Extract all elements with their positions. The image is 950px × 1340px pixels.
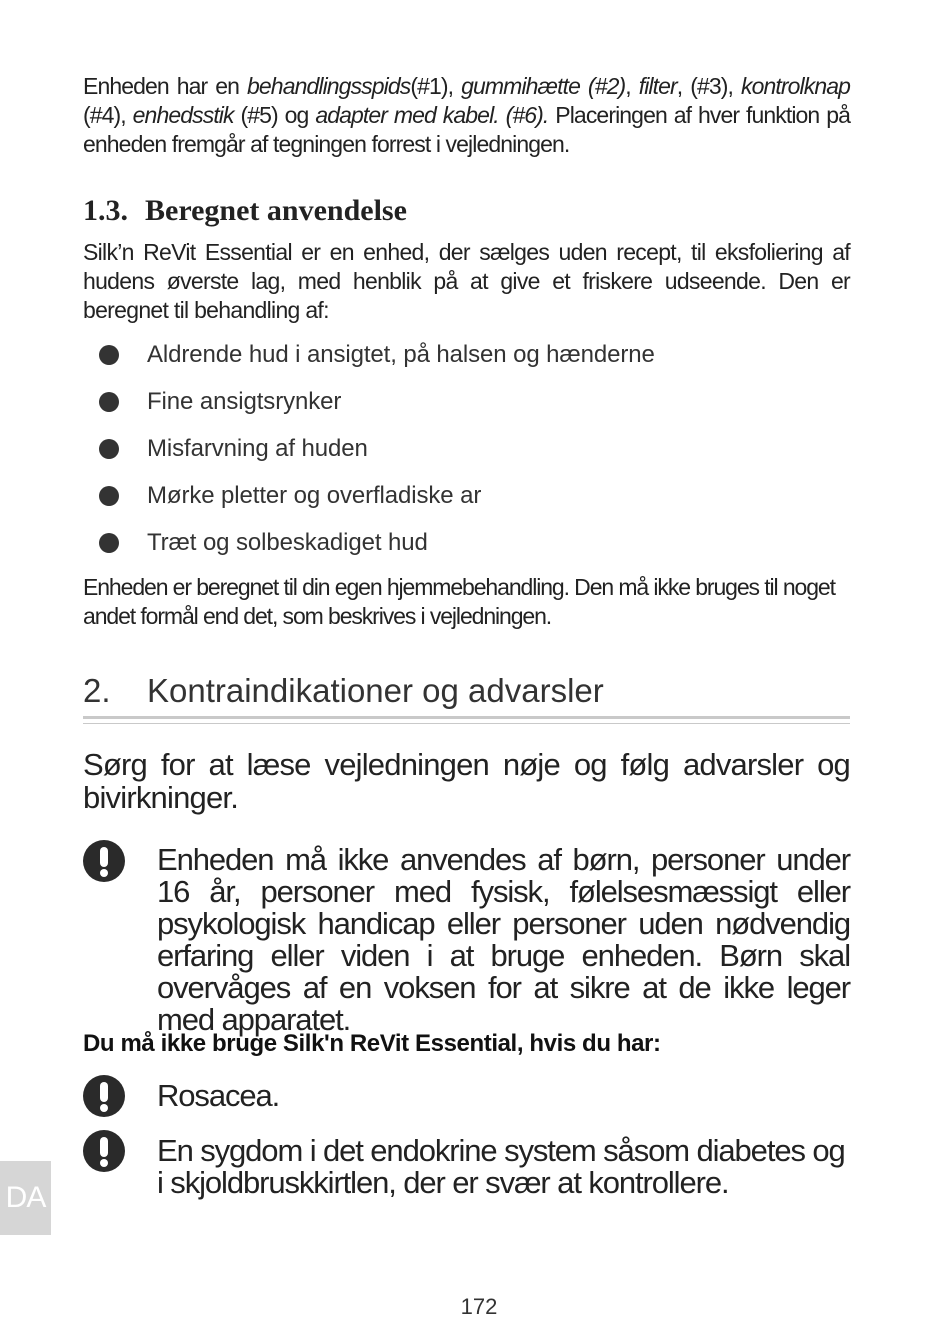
bullet-dot-icon	[99, 345, 119, 365]
section-2-title: Kontraindikationer og advarsler	[147, 672, 604, 709]
intended-use-paragraph: Silk’n ReVit Essential er en enhed, der sælges uden recept, til eksfoliering af hudens øverste lag, med henblik på at give et friskere udseende. Den er beregnet til behandling af:	[83, 239, 850, 323]
intro-text: Placeringen af hver funktion på enheden fremgår af tegningen forrest i vejledningen.	[83, 102, 850, 157]
page-number: 172	[460, 1294, 498, 1319]
intro-term-treatment-tip: behandlingsspids	[247, 73, 411, 99]
warning-rosacea-text: Rosacea.	[157, 1078, 280, 1113]
intro-term-adapter: adapter med kabel. (#6).	[315, 102, 549, 128]
bullet-dot-icon	[99, 439, 119, 459]
treatment-list	[83, 336, 850, 571]
list-item	[83, 336, 850, 383]
warning-children-text: Enheden må ikke anvendes af børn, personer under 16 år, personer med fysisk, følelsesmæssigt eller psykologisk handicap eller personer uden nødvendig erfaring eller viden i at bruge enheden. Børn skal overvåges af en voksen for at sikre at de ikke leger med apparatet.	[157, 842, 850, 1037]
warning-endocrine-text: En sygdom i det endokrine system såsom diabetes og i skjoldbruskkirtlen, der er svær at kontrollere.	[157, 1133, 845, 1200]
intro-term-control-button: kontrolknap	[740, 73, 850, 99]
list-item-text: Fine ansigtsrynker	[147, 388, 342, 415]
heading-rule-thick	[83, 716, 850, 719]
language-tab: DA	[0, 1161, 51, 1235]
do-not-use-heading: Du må ikke bruge Silk'n ReVit Essential, hvis du har:	[83, 1030, 661, 1057]
intro-term-device-plug: enhedsstik	[132, 102, 234, 128]
exclamation-warning-icon	[83, 1075, 125, 1117]
intro-term-filter: filter	[638, 73, 677, 99]
exclamation-warning-icon	[83, 840, 125, 882]
list-item-text: Træt og solbeskadiget hud	[147, 529, 428, 556]
list-item-text: Mørke pletter og overfladiske ar	[147, 482, 482, 509]
intro-text: ,	[625, 73, 639, 99]
intro-text: (#4),	[83, 102, 133, 128]
heading-rule-thin	[83, 723, 850, 724]
section-1-3-heading	[83, 193, 407, 229]
list-item	[83, 524, 850, 571]
section-1-3-title: Beregnet anvendelse	[145, 194, 407, 227]
exclamation-warning-icon	[83, 1130, 125, 1172]
list-item-text: Aldrende hud i ansigtet, på halsen og hænderne	[147, 341, 655, 368]
list-item	[83, 383, 850, 430]
bullet-dot-icon	[99, 533, 119, 553]
section-1-3-number: 1.3.	[83, 194, 128, 227]
bullet-dot-icon	[99, 486, 119, 506]
home-use-paragraph: Enheden er beregnet til din egen hjemmebehandling. Den må ikke bruges til noget andet formål end det, som beskrives i vejledningen.	[83, 574, 835, 629]
list-item	[83, 477, 850, 524]
intro-text: (#5) og	[233, 102, 316, 128]
intro-text: , (#3),	[676, 73, 741, 99]
list-item	[83, 430, 850, 477]
intro-paragraph	[83, 72, 850, 159]
intro-text: (#1),	[410, 73, 462, 99]
intro-term-rubber-cap: gummihætte (#2)	[461, 73, 626, 99]
intro-text: Enheden har en	[83, 73, 248, 99]
section-2-heading	[83, 668, 604, 714]
bullet-dot-icon	[99, 392, 119, 412]
section-2-number: 2.	[83, 672, 111, 709]
read-instructions-lead: Sørg for at læse vejledningen nøje og følg advarsler og bivirkninger.	[83, 747, 850, 815]
list-item-text: Misfarvning af huden	[147, 435, 368, 462]
